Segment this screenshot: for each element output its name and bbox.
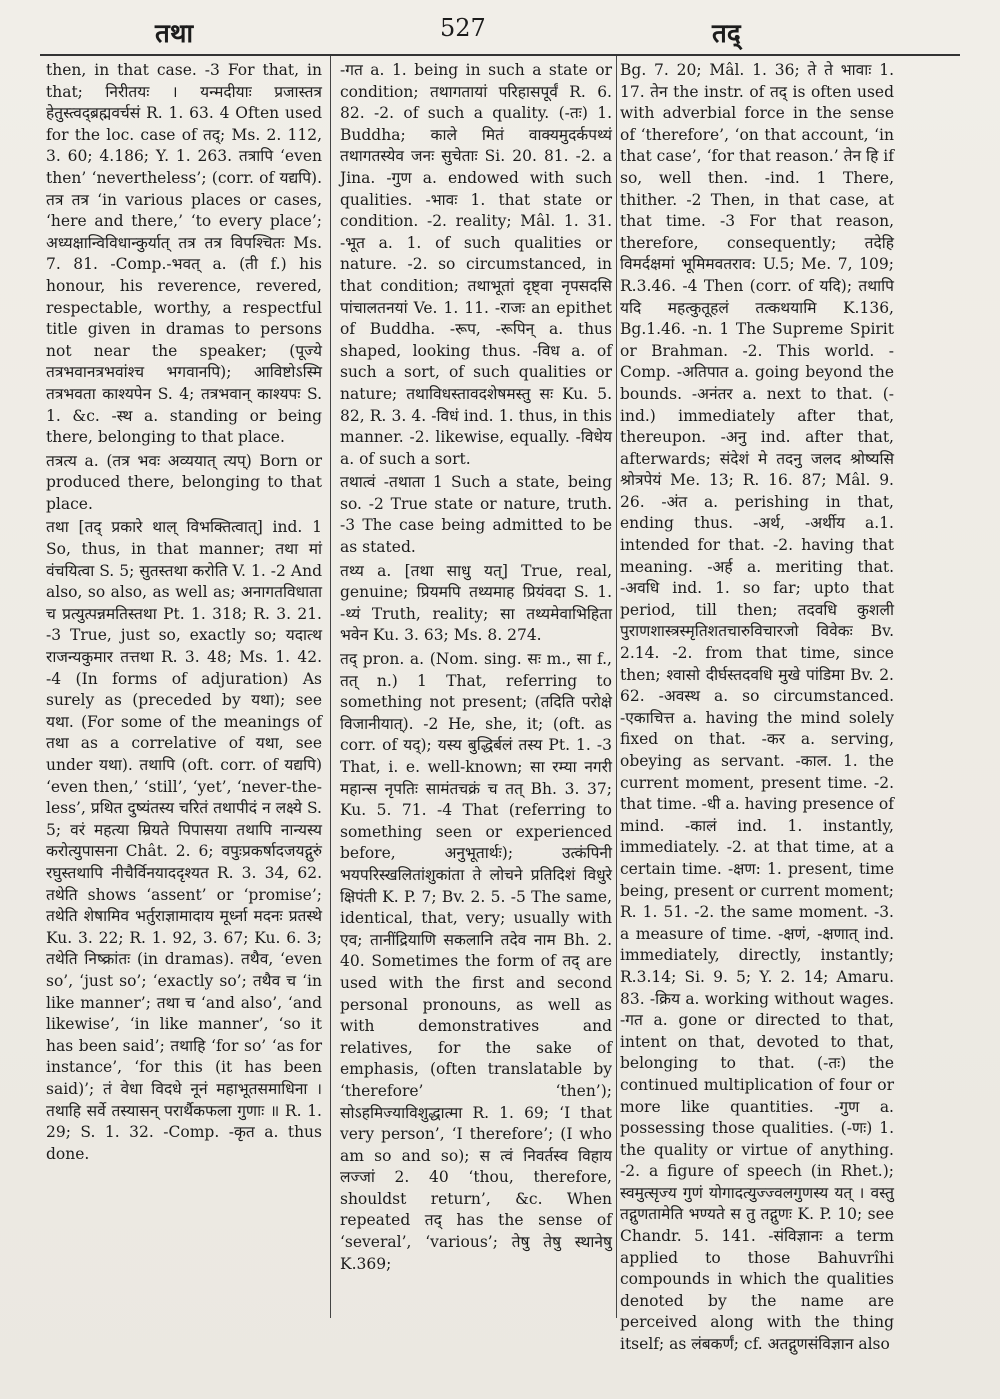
page-number: 527 [440,14,486,42]
header-rule [40,54,960,56]
entry-paragraph: तथा [तद् प्रकारे थाल् विभक्तित्वात्] ind. 1 So, thus, in that manner; तथा मां वंचयित्वा S. 5; सुतस्तथा करोति V. 1. -2 And also, so also, as well as; अनागतविधाता च प्रत्युत्पन्नमतिस्तथा Pt. 1. 318; R. 3. 21. -3 True, just so, exactly so; यदात्थ राजन्यकुमार तत्तथा R. 3. 48; Ms. 1. 42. -4 (In forms of adjuration) As surely as (preceded by यथा); see यथा. (For some of the meanings of तथा as a correlative of यथा, see under यथा). तथापि (oft. corr. of यद्यपि) ‘even then,’ ‘still’, ‘yet’, ‘never-the-less’, प्रथित दुष्यंतस्य चरितं तथापीदं न लक्ष्ये S. 5; वरं महत्या म्रियते पिपासया तथापि नान्यस्य करोत्युपासना Chât. 2. 6; वपुःप्रकर्षादजयद्गुरुं रघुस्तथापि नीचैर्विनयाददृश्यत R. 3. 34, 62. तथेति shows ‘assent’ or ‘promise’; तथेति शेषामिव भर्तुराज्ञामादाय मूर्ध्ना मदनः प्रतस्थे Ku. 3. 22; R. 1. 92, 3. 67; Ku. 6. 3; तथेति निष्क्रांतः (in dramas). तथैव, ‘even so’, ‘just so’; ‘exactly so’; तथैव च ‘in like manner’; तथा च ‘and also’, ‘and likewise’, ‘in like manner’, ‘so it has been said’; तथाहि ‘for so’ ‘as for instance’, ‘for this (it has been said)’; तं वेधा विदधे नूनं महाभूतसमाधिना । तथाहि सर्वे तस्यासन् परार्थैकफला गुणाः ॥ R. 1. 29; S. 1. 32. -Comp. -कृत a. thus done. [46,518,322,1163]
column-divider [330,56,331,1318]
entry-paragraph: तथ्य a. [तथा साधु यत्] True, real, genuine; प्रियमपि तथ्यमाह प्रियंवदा S. 1. -थ्यं Truth, reality; सा तथ्यमेवाभिहिता भवेन Ku. 3. 63; Ms. 8. 274. [340,561,612,645]
column-divider [616,56,617,1318]
column-3 [620,60,894,1354]
entry-paragraph: तद् pron. a. (Nom. sing. सः m., सा f., तत् n.) 1 That, referring to something not present; (तदिति परोक्षे विजानीयात्). -2 He, she, it; (oft. as corr. of यद्); यस्य बुद्धिर्बलं तस्य Pt. 1. -3 That, i. e. well-known; सा रम्या नगरी महान्स नृपतिः सामंतचक्रं च तत् Bh. 3. 37; Ku. 5. 71. -4 That (referring to something seen or experienced before, अनुभूतार्थः); उत्कंपिनी भयपरिस्खलितांशुकांता ते लोचने प्रतिदिशं विधुरे क्षिपंती K. P. 7; Bv. 2. 5. -5 The same, identical, that, very; usually with एव; तानींद्रियाणि सकलानि तदेव नाम Bh. 2. 40. Sometimes the form of तद् are used with the first and second personal pronouns, as well as with demonstratives and relatives, for the sake of emphasis, (often translatable by ‘therefore’ ‘then’); सोऽहमिज्याविशुद्धात्मा R. 1. 69; ‘I that very person’, ‘I therefore’; (I who am so and so); स त्वं निवर्तस्व विहाय लज्जां 2. 40 ‘thou, therefore, shouldst return’, &c. When repeated तद् has the sense of ‘several’, ‘various’; तेषु तेषु स्थानेषु K.369; [340,650,612,1273]
entry-paragraph: then, in that case. -3 For that, in that; निरीतयः । यन्मदीयाः प्रजास्तत्र हेतुस्त्वद्ब्रह्मवर्चसं R. 1. 63. 4 Often used for the loc. case of तद्; Ms. 2. 112, 3. 60; 4.186; Y. 1. 263. तत्रापि ‘even then’ ‘nevertheless’; (corr. of यद्यपि). तत्र तत्र ‘in various places or cases, ‘here and there,’ ‘to every place’; अध्यक्षान्विविधान्कुर्यात् तत्र तत्र विपश्चितः Ms. 7. 81. -Comp.-भवत् a. (ती f.) his honour, his reverence, revered, respectable, worthy, a respectful title given in dramas to persons not near the speaker; (पूज्ये तत्रभवानत्रभवांश्च भगवानपि); आविष्टोऽस्मि तत्रभवता काश्यपेन S. 4; तत्रभवान् काश्यपः S. 1. &c. -स्थ a. standing or being there, belonging to that place. [46,61,322,447]
left-headword: तथा [155,19,194,49]
right-headword: तद् [712,19,741,49]
page-header [40,14,960,54]
column-1 [46,60,322,1320]
column-2 [340,60,612,1320]
entry-paragraph: -गत a. 1. being in such a state or condition; तथागतायां परिहासपूर्वं R. 6. 82. -2. of such a quality. (-तः) 1. Buddha; काले मितं वाक्यमुदर्कपथ्यं तथागतस्येव जनः सुचेताः Si. 20. 81. -2. a Jina. -गुण a. endowed with such qualities. -भावः 1. that state or condition. -2. reality; Mâl. 1. 31. -भूत a. 1. of such qualities or nature. -2. so circumstanced, in that condition; तथाभूतां दृष्ट्वा नृपसदसि पांचालतनयां Ve. 1. 11. -राजः an epithet of Buddha. -रूप, -रूपिन् a. thus shaped, looking thus. -विध a. of such a sort, of such qualities or nature; तथाविधस्तावदशेषमस्तु सः Ku. 5. 82, R. 3. 4. -विधं ind. 1. thus, in this manner. -2. likewise, equally. -विधेय a. of such a sort. [340,61,612,468]
entry-paragraph: Bg. 7. 20; Mâl. 1. 36; ते ते भावाः 1. 17. तेन the instr. of तद् is often used with adverbial force in the sense of ‘therefore’, ‘on that account, ‘in that case’, ‘for that reason.’ तेन हि if so, well then. -ind. 1 There, thither. -2 Then, in that case, at that time. -3 For that reason, therefore, consequently; तदेहि विमर्दक्षमां भूमिमवतराव: U.5; Me. 7, 109; R.3.46. -4 Then (corr. of यदि); तथापि यदि महत्कुतूहलं तत्कथयामि K.136, Bg.1.46. -n. 1 The Supreme Spirit or Brahman. -2. This world. -Comp. -अतिपात a. going beyond the bounds. -अनंतर a. next to that. (-ind.) immediately after that, thereupon. -अनु ind. after that, afterwards; संदेशं मे तदनु जलद श्रोष्यसि श्रोत्रपेयं Me. 13; R. 16. 87; Mâl. 9. 26. -अंत a. perishing in that, ending thus. -अर्थ, -अर्थीय a.1. intended for that. -2. having that meaning. -अर्ह a. meriting that. -अवधि ind. 1. so far; upto that period, till then; तदवधि कुशली पुराणशास्त्रस्मृतिशतचारुविचारजो विवेकः Bv. 2.14. -2. from that time, since then; श्वासो दीर्घस्तदवधि मुखे पांडिमा Bv. 2. 62. -अवस्थ a. so circumstanced. -एकाचित्त a. having the mind solely fixed on that. -कर a. serving, obeying as servant. -काल. 1. the current moment, present time. -2. that time. -धी a. having presence of mind. -कालं ind. 1. instantly, immediately. -2. at that time, at a certain time. -क्षण: 1. present, time being, present or current moment; R. 1. 51. -2. the same moment. -3. a measure of time. -क्षणं, -क्षणात् ind. immediately, directly, instantly; R.3.14; Si. 9. 5; Y. 2. 14; Amaru. 83. -क्रिय a. working without wages. -गत a. gone or directed to that, intent on that, devoted to that, belonging to that. (-तः) the continued multiplication of four or more like quantities. -गुण a. possessing those qualities. (-णः) 1. the quality or virtue of anything. -2. a figure of speech (in Rhet.); स्वमुत्सृज्य गुणं योगादत्युज्ज्वलगुणस्य यत् । वस्तु तद्गुणतामेति भण्यते स तु तद्गुणः K. P. 10; see Chandr. 5. 141. -संविज्ञानः a term applied to those Bahuvrîhi compounds in which the qualities denoted by the name are perceived along with the thing itself; as लंबकर्णं; cf. अतद्गुणसंविज्ञान also [620,61,894,1354]
entry-paragraph: तत्रत्य a. (तत्र भवः अव्ययात् त्यप्) Born or produced there, belonging to that place. [46,451,322,513]
entry-paragraph: तथात्वं -तथाता 1 Such a state, being so. -2 True state or nature, truth. -3 The case being admitted to be as stated. [340,473,612,557]
